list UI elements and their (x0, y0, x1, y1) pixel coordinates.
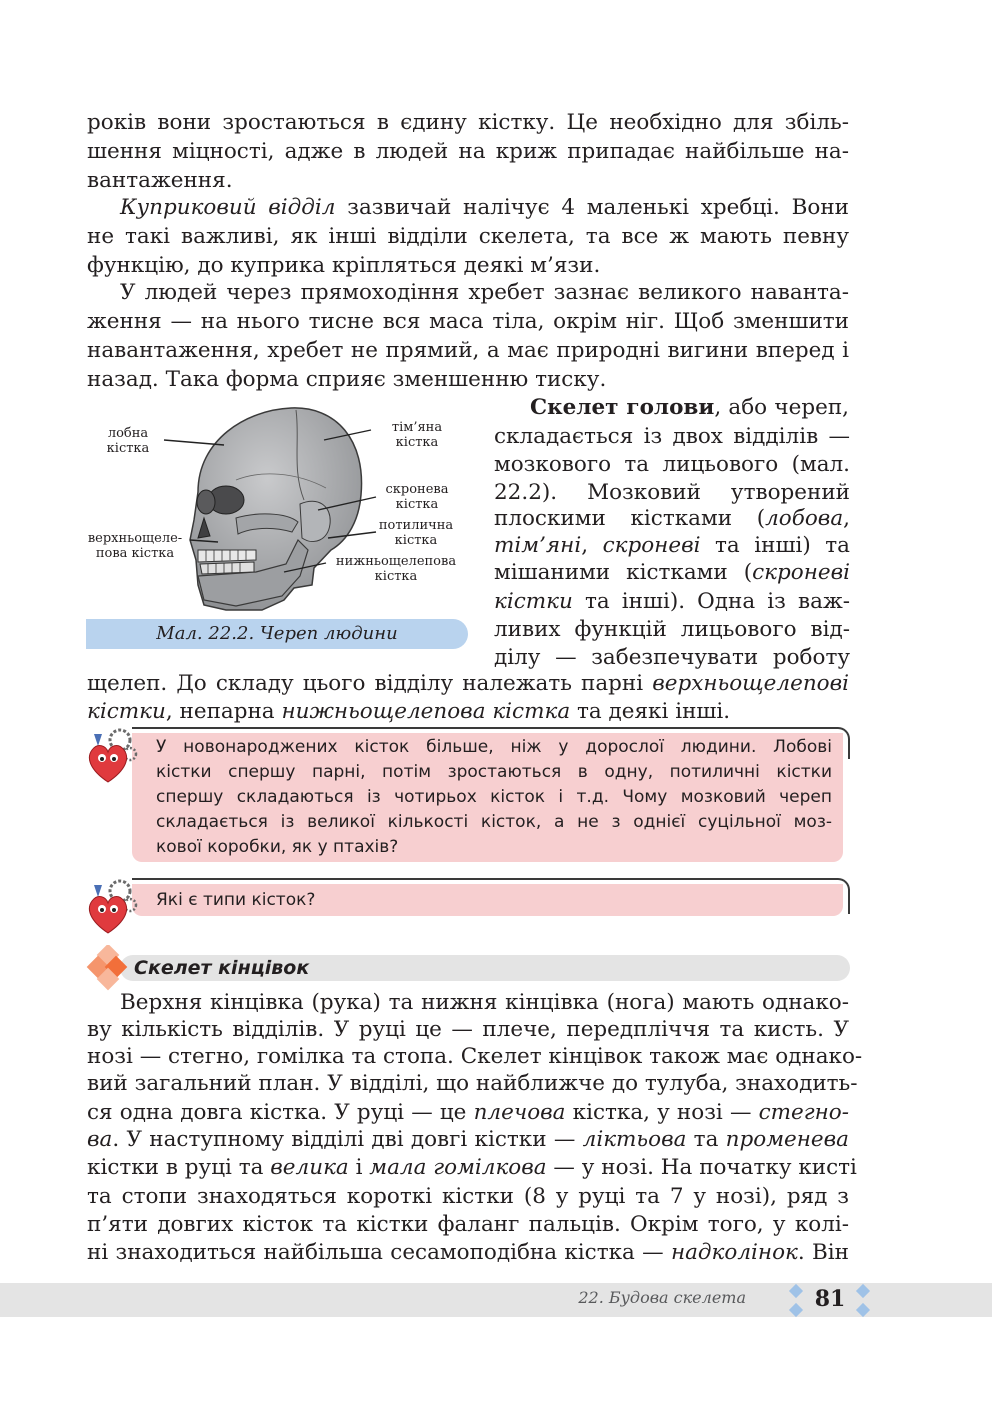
text-line: ділу — забезпечувати роботу (494, 645, 850, 670)
footer-chapter-title: 22. Будова скелета (578, 1288, 746, 1307)
text-line (530, 394, 849, 421)
text-line (87, 1154, 857, 1181)
question-box (132, 733, 843, 862)
term: стегно- (758, 1100, 849, 1125)
heart-mascot-icon (84, 726, 140, 784)
page-number: 81 (814, 1286, 846, 1312)
question-box (132, 884, 843, 916)
section-title: Скелет кінцівок (134, 957, 310, 979)
term: тім’яні (494, 533, 582, 558)
text-line: ження — на нього тисне вся маса тіла, окрім ніг. Щоб зменшити (87, 309, 849, 334)
term: надколінок (670, 1240, 798, 1265)
label-text: нижньощелепова (335, 554, 457, 569)
term: ліктьова (582, 1127, 687, 1152)
text-span: щелеп. До складу цього відділу належать парні (87, 671, 653, 696)
text-line: мозкового та лицьового (мал. (494, 452, 850, 477)
question-line: Які є типи кісток? (156, 890, 316, 910)
text-line: Верхня кінцівка (рука) та нижня кінцівка (нога) мають однако- (120, 990, 849, 1015)
text-line: ливих функцій лицьового від- (494, 617, 850, 642)
text-span: та інші). Одна із важ- (572, 589, 850, 614)
text-span: , непарна (165, 699, 282, 724)
question-line: складається із великої кількості кісток, а не з однієї суцільної моз- (156, 812, 832, 832)
label-text: кістка (106, 441, 150, 456)
term: кістки (494, 589, 573, 614)
text-span: кістка, у нозі — (565, 1100, 759, 1125)
term: нижньощелепова кістка (281, 699, 571, 724)
heart-mascot-icon (84, 877, 140, 935)
text-line: функцію, до куприка кріпляться деякі м’язи. (87, 253, 601, 278)
label-occipital-bone (371, 518, 461, 548)
text-line: п’яти довгих кісток та кістки фаланг пальців. Окрім того, у колі- (87, 1212, 849, 1237)
term: променева (725, 1127, 849, 1152)
text-line (494, 559, 850, 586)
text-span: , або череп, (714, 395, 849, 420)
term: мала гомілкова (369, 1155, 547, 1180)
text-line: 22.2). Мозковий утворений (494, 480, 850, 505)
label-frontal-bone (96, 426, 160, 456)
text-span: мішаними кістками ( (494, 560, 753, 585)
text-line (87, 1099, 849, 1126)
text-line (87, 1126, 849, 1153)
label-text: тім’яна (391, 420, 443, 435)
text-line (87, 698, 730, 725)
label-text: кістка (395, 435, 439, 450)
text-line: шення міцності, адже в людей на криж припадає найбільше на- (87, 139, 849, 164)
text-span: ся одна довга кістка. У руці — це (87, 1100, 474, 1125)
label-parietal-bone (374, 420, 460, 450)
text-line (87, 1239, 849, 1266)
text-line: нозі — стегно, гомілка та стопа. Скелет кінцівок також має однако- (87, 1044, 863, 1069)
text-span: та деякі інші. (570, 699, 731, 724)
text-line: вантаження. (87, 168, 233, 193)
label-text: кістка (394, 533, 438, 548)
text-span: та (686, 1127, 726, 1152)
label-text: пова кістка (95, 546, 175, 561)
text-span: ні знаходиться найбільша сесамоподібна кістка — (87, 1240, 671, 1265)
term: велика (270, 1155, 349, 1180)
question-line: спершу складаються із чотирьох кісток і т.д. Чому мозковий череп (156, 787, 832, 807)
term: лобова (765, 506, 844, 531)
text-line: навантаження, хребет не прямий, а має природні вигини вперед і (87, 338, 849, 363)
term: скроневі (602, 533, 701, 558)
term: плечова (473, 1100, 566, 1125)
text-line (494, 505, 850, 532)
question-line: кістки спершу парні, потім зростаються в одну, потиличні кістки (156, 762, 832, 782)
text-span: та інші) та (700, 533, 850, 558)
label-text: кістка (395, 497, 439, 512)
label-mandible (326, 554, 466, 584)
text-span: , (581, 533, 603, 558)
text-line (494, 588, 850, 615)
text-line (120, 194, 849, 221)
skull-figure (86, 400, 470, 650)
term: Куприковий відділ (120, 195, 336, 220)
term: скроневі (752, 560, 850, 585)
text-line: та стопи знаходяться короткі кістки (8 у руці та 7 у нозі), ряд з (87, 1184, 849, 1209)
text-line (87, 670, 849, 697)
text-span: . У наступному відділі дві довгі кістки — (112, 1127, 583, 1152)
text-span: зазвичай налічує 4 маленькі хребці. Вони (335, 195, 849, 220)
text-line: У людей через прямоходіння хребет зазнає великого наванта- (120, 280, 849, 305)
text-span: і (348, 1155, 370, 1180)
term-bold: Скелет голови (530, 395, 715, 420)
text-line: ву кількість відділів. У руці це — плече, передпліччя та кисть. У (87, 1017, 849, 1042)
text-span: — у нозі. На початку кисті (546, 1155, 857, 1180)
text-line: років вони зростаються в єдину кістку. Це необхідно для збіль- (87, 110, 849, 135)
label-text: скронева (385, 482, 449, 497)
text-span: кістки в руці та (87, 1155, 271, 1180)
text-line (494, 532, 850, 559)
text-span: плоскими кістками ( (494, 506, 766, 531)
term: верхньощелепові (652, 671, 849, 696)
text-line: назад. Така форма сприяє зменшенню тиску. (87, 367, 607, 392)
label-text: потилична (378, 518, 454, 533)
diamond-cluster-icon (86, 945, 136, 991)
label-text: лобна (107, 426, 149, 441)
text-line: вий загальний план. У відділі, що найближче до тулуба, знаходить- (87, 1071, 858, 1096)
question-line: кової коробки, як у птахів? (156, 837, 399, 857)
text-span: . Він (797, 1240, 849, 1265)
question-line: У новонароджених кісток більше, ніж у дорослої людини. Лобові (156, 737, 832, 757)
label-text: кістка (374, 569, 418, 584)
text-line: не такі важливі, як інші відділи скелета, та все ж мають певну (87, 224, 849, 249)
term: кістки (87, 699, 166, 724)
label-text: верхньощеле- (87, 531, 183, 546)
text-line: складається із двох відділів — (494, 424, 850, 449)
label-temporal-bone (374, 482, 460, 512)
figure-caption: Мал. 22.2. Череп людини (86, 619, 468, 649)
label-maxilla (84, 531, 186, 561)
text-span: , (843, 506, 850, 531)
term: ва (87, 1127, 113, 1152)
